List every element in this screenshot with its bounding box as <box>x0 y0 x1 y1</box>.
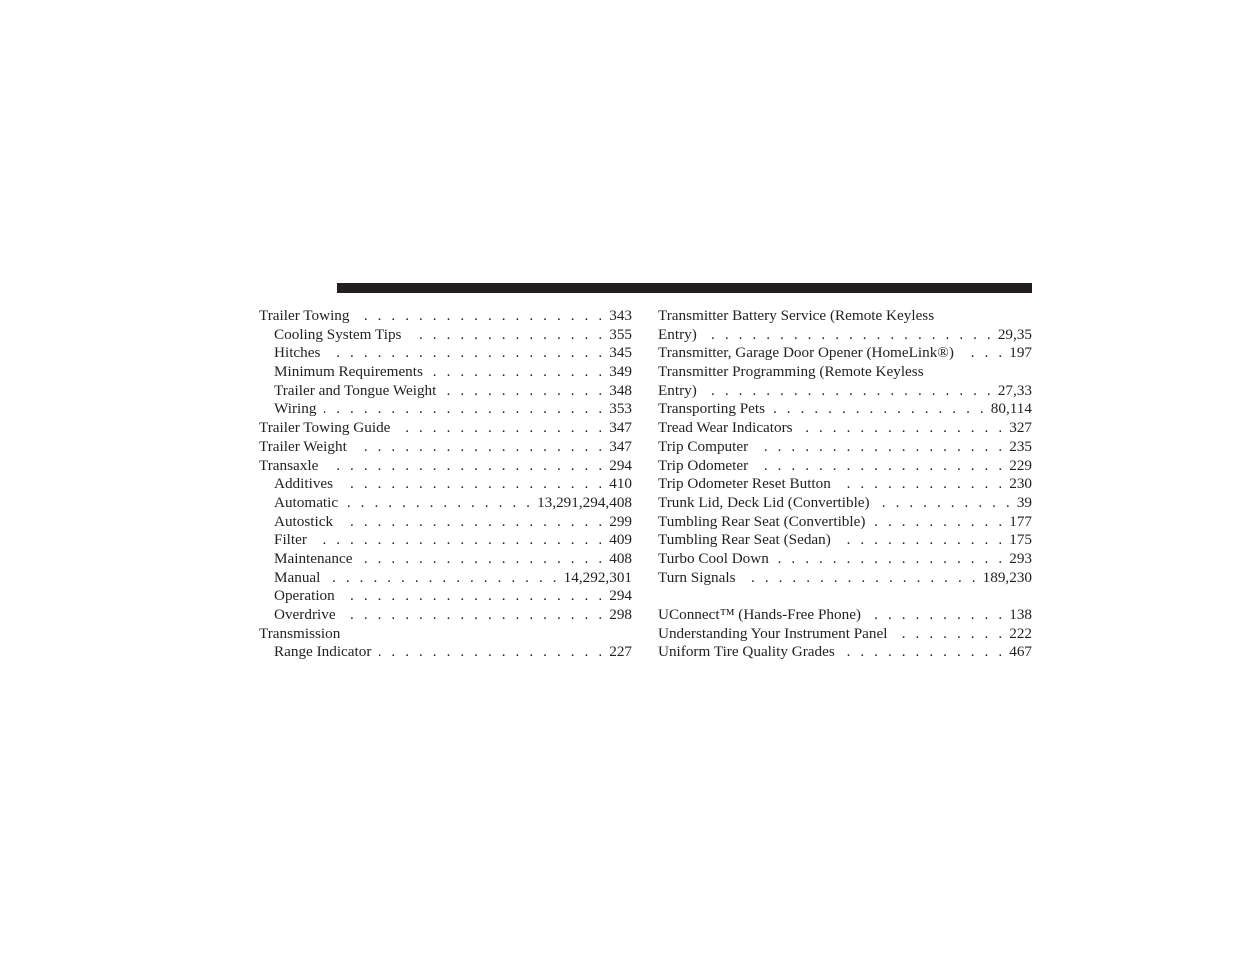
index-term: Cooling System Tips <box>274 325 402 343</box>
index-term: Tread Wear Indicators <box>658 419 793 437</box>
index-term: Entry) <box>658 381 697 399</box>
index-column-left <box>259 307 632 662</box>
page-number: 222 <box>1009 624 1032 642</box>
index-entry <box>658 326 1032 345</box>
page-number: 349 <box>609 363 632 381</box>
dot-leader <box>756 457 1005 476</box>
index-entry <box>658 625 1032 644</box>
index-entry <box>259 625 632 644</box>
page-number: 345 <box>609 344 632 362</box>
index-term: Tumbling Rear Seat (Convertible) <box>658 512 866 530</box>
index-entry <box>658 531 1032 550</box>
index-entry <box>259 307 632 326</box>
dot-leader <box>324 400 605 419</box>
dot-leader <box>962 344 1005 363</box>
page-number: 343 <box>609 307 632 324</box>
dot-leader <box>343 587 605 606</box>
index-term: Turn Signals <box>658 568 736 586</box>
page-number: 230 <box>1009 475 1032 493</box>
dot-leader <box>341 475 605 494</box>
page-number: 293 <box>1009 549 1032 567</box>
page-number: 409 <box>609 531 632 549</box>
index-term: Trip Odometer Reset Button <box>658 475 831 493</box>
index-subentry <box>259 531 632 550</box>
index-entry <box>658 344 1032 363</box>
index-subentry <box>259 400 632 419</box>
page-number: 294 <box>609 587 632 605</box>
page-number: 80,114 <box>990 400 1032 418</box>
dot-leader <box>843 643 1005 662</box>
index-term: Transmitter, Garage Door Opener (HomeLink®) <box>658 344 954 362</box>
index-entry <box>658 438 1032 457</box>
index-term: Trip Odometer <box>658 456 749 474</box>
page-number: 138 <box>1009 606 1032 623</box>
index-entry <box>259 438 632 457</box>
dot-leader <box>398 419 605 438</box>
index-term: Trunk Lid, Deck Lid (Convertible) <box>658 493 870 511</box>
index-term: Transmission <box>259 624 341 642</box>
index-entry <box>658 475 1032 494</box>
page-number: 235 <box>1009 437 1032 455</box>
index-term: Hitches <box>274 344 321 362</box>
index-term: Minimum Requirements <box>274 363 423 381</box>
page-number: 27,33 <box>997 381 1032 399</box>
dot-leader <box>409 326 605 345</box>
page-number: 229 <box>1009 456 1032 474</box>
index-entry <box>658 382 1032 401</box>
index-term: Transmitter Programming (Remote Keyless <box>658 363 924 381</box>
index-entry <box>658 643 1032 662</box>
page-number: 227 <box>609 643 632 661</box>
dot-leader <box>878 494 1013 513</box>
dot-leader <box>431 363 605 382</box>
index-entry <box>658 419 1032 438</box>
index-subentry <box>259 494 632 513</box>
index-subentry <box>259 513 632 532</box>
dot-leader <box>346 494 533 513</box>
page-number: 29,35 <box>997 325 1032 343</box>
index-subentry <box>259 363 632 382</box>
index-entry <box>259 419 632 438</box>
dot-leader <box>328 569 559 588</box>
index-term: Transaxle <box>259 456 319 474</box>
page-number: 299 <box>609 512 632 530</box>
index-subentry <box>259 550 632 569</box>
index-entry <box>259 457 632 476</box>
dot-leader <box>744 569 979 588</box>
dot-leader <box>773 400 987 419</box>
index-subentry <box>259 643 632 662</box>
index-subentry <box>259 326 632 345</box>
index-term: Trailer and Tongue Weight <box>274 381 437 399</box>
index-entry <box>658 400 1032 419</box>
page-number: 294 <box>609 456 632 474</box>
page-number: 408 <box>609 549 632 567</box>
page-number: 347 <box>609 437 632 455</box>
dot-leader <box>344 606 606 625</box>
page-number: 189,230 <box>982 568 1032 586</box>
dot-leader <box>379 643 605 662</box>
dot-leader <box>895 625 1005 644</box>
page-number: 14,292,301 <box>563 568 632 586</box>
dot-leader <box>315 531 605 550</box>
index-entry <box>658 494 1032 513</box>
index-term: Additives <box>274 475 334 493</box>
index-subentry <box>259 606 632 625</box>
index-term: Trailer Weight <box>259 437 347 455</box>
page-number: 298 <box>609 606 632 623</box>
index-entry <box>658 307 1032 326</box>
index-subentry <box>259 382 632 401</box>
dot-leader <box>839 531 1005 550</box>
index-subentry <box>259 587 632 606</box>
index-entry <box>658 550 1032 569</box>
dot-leader <box>358 307 606 326</box>
index-entry <box>658 569 1032 588</box>
dot-leader <box>355 438 605 457</box>
index-term: Wiring <box>274 400 317 418</box>
page-number: 355 <box>609 325 632 343</box>
page-number: 39 <box>1016 493 1032 511</box>
page-number: 347 <box>609 419 632 437</box>
page-number: 467 <box>1009 643 1032 661</box>
index-term: Overdrive <box>274 606 336 623</box>
page-number: 348 <box>609 381 632 399</box>
index-term: Maintenance <box>274 549 353 567</box>
dot-leader <box>341 513 605 532</box>
page-number: 197 <box>1009 344 1032 362</box>
page-number: 13,291,294,408 <box>537 493 632 511</box>
index-term: Transmitter Battery Service (Remote Keyless <box>658 307 935 324</box>
dot-leader <box>873 513 1005 532</box>
index-term: UConnect™ (Hands-Free Phone) <box>658 606 861 623</box>
dot-leader <box>360 550 605 569</box>
header-rule-bar <box>337 283 1032 293</box>
dot-leader <box>328 344 605 363</box>
dot-leader <box>444 382 605 401</box>
page-number: 327 <box>1009 419 1032 437</box>
index-subentry <box>259 569 632 588</box>
page-number: 177 <box>1009 512 1032 530</box>
dot-leader <box>801 419 1006 438</box>
index-term: Trailer Towing <box>259 307 350 324</box>
index-term: Tumbling Rear Seat (Sedan) <box>658 531 831 549</box>
index-entry <box>658 513 1032 532</box>
index-term: Trailer Towing Guide <box>259 419 391 437</box>
page-number: 410 <box>609 475 632 493</box>
dot-leader <box>777 550 1005 569</box>
index-gap <box>658 587 1032 606</box>
index-column-right <box>658 307 1032 662</box>
index-term: Transporting Pets <box>658 400 766 418</box>
index-term: Understanding Your Instrument Panel <box>658 624 888 642</box>
index-term: Operation <box>274 587 335 605</box>
index-subentry <box>259 344 632 363</box>
index-term: Automatic <box>274 493 339 511</box>
index-term: Manual <box>274 568 321 586</box>
dot-leader <box>756 438 1005 457</box>
index-term: Autostick <box>274 512 334 530</box>
index-entry <box>658 457 1032 476</box>
index-term: Range Indicator <box>274 643 372 661</box>
dot-leader <box>705 326 994 345</box>
dot-leader <box>839 475 1005 494</box>
index-term: Filter <box>274 531 307 549</box>
index-term: Entry) <box>658 325 697 343</box>
dot-leader <box>705 382 994 401</box>
index-subentry <box>259 475 632 494</box>
dot-leader <box>326 457 605 476</box>
index-term: Trip Computer <box>658 437 749 455</box>
index-entry <box>658 363 1032 382</box>
index-entry <box>658 606 1032 625</box>
page-number: 175 <box>1009 531 1032 549</box>
index-term: Turbo Cool Down <box>658 549 769 567</box>
dot-leader <box>869 606 1005 625</box>
index-term: Uniform Tire Quality Grades <box>658 643 835 661</box>
page-number: 353 <box>609 400 632 418</box>
